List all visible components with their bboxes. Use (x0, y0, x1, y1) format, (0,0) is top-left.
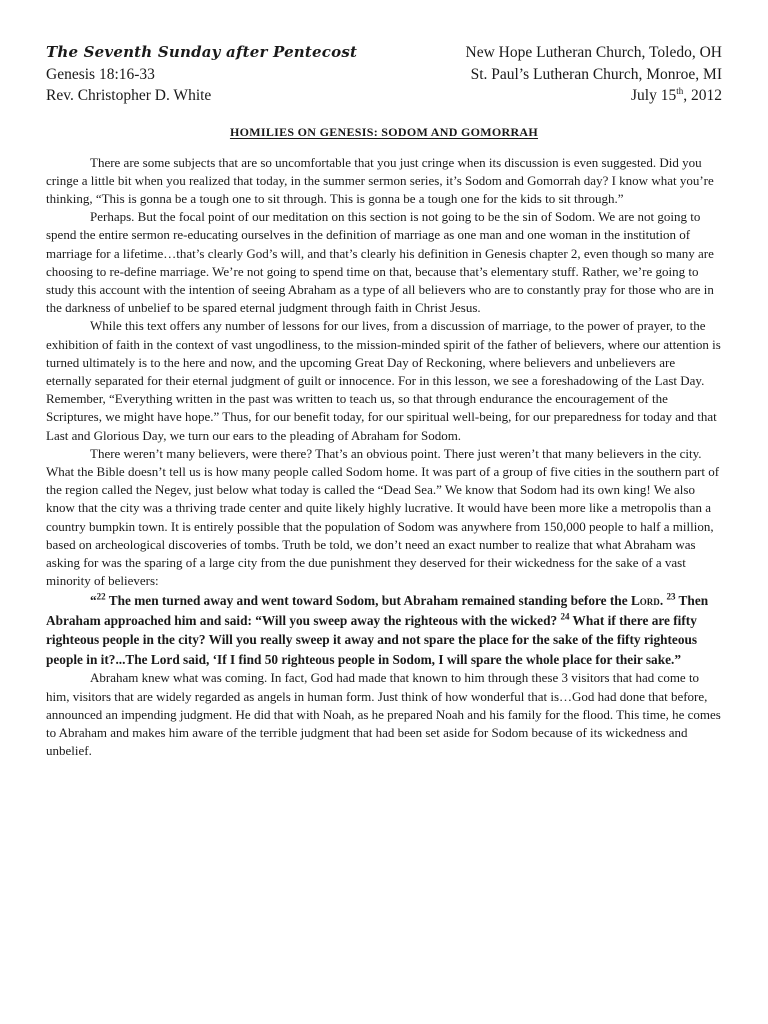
header-row-3 (46, 85, 722, 107)
verse-number: 24 (560, 611, 570, 622)
preacher-name: Rev. Christopher D. White (46, 87, 212, 104)
scripture-reference: Genesis 18:16-33 (46, 65, 155, 83)
scripture-quote (46, 591, 722, 669)
paragraph: There are some subjects that are so uncomfortable that you just cringe when its discussion is even suggested. Did you cringe a little bit when you realized that today, in the summer sermon series, it’s Sodom and Gomorrah day? I know what you’re thinking, “This is gonna be a tough one to sit through. This is gonna be a tough one for the kids to sit through.” (46, 154, 714, 206)
quote-lord: Lord (630, 593, 660, 609)
quote-text: . (659, 593, 667, 609)
church-1: New Hope Lutheran Church, Toledo, OH (465, 44, 722, 61)
date-ordinal: th (676, 85, 684, 96)
paragraph: While this text offers any number of lessons for our lives, from a discussion of marriage, to the power of prayer, to the exhibition of faith in the context of vast ungodliness, to the mission-minded spirit of the father of believers, where our attention is turned ultimately is to the here and now, and the upcoming Great Day of Reckoning, where believers and unbelievers are eternally separated for their eternal judgment of guilt or innocence. For in this lesson, we see a foreshadowing of the Last Day. Remember, “Everything written in the past was written to teach us, so that through endurance the encouragement of the Scriptures, we might have hope.” Thus, for our benefit today, for our spiritual well-being, for our preparedness for today and that Last and Glorious Day, we turn our ears to the pleading of Abraham for Sodom. (46, 318, 721, 443)
date-year: , 2012 (683, 87, 722, 104)
paragraph: Perhaps. But the focal point of our meditation on this section is not going to be the sin of Sodom. We are not going to spend the entire sermon re-educating ourselves in the definition of marriage as one man and one woman in the institution of marriage for a lifetime…that’s clearly God’s will, and that’s clearly his definition in Genesis chapter 2, even though so many are choosing to re-define marriage. We’re not going to spend time on that, because that’s elementary stuff. Rather, we’re going to study this account with the intention of seeing Abraham as a type of all believers who are to constantly pray for those who are in the darkness of unbelief to be spared eternal judgment through faith in Christ Jesus. (46, 209, 714, 316)
paragraph: There weren’t many believers, were there? That’s an obvious point. There just weren’t that many believers in the city. What the Bible doesn’t tell us is how many people called Sodom home. It was part of a group of five cities in the southern part of the region called the Negev, just below what today is called the “Dead Sea.” We know that Sodom had its own king! We also know that the city was a thriving trade center and quite likely highly lucrative. It would have been more like a metropolis than a country bumpkin town. It is entirely possible that the population of Sodom was anywhere from 150,000 people to half a million, based on archeological discoveries of tombs. Truth be told, we don’t need an exact number to realize that what Abraham was asking for was the sparing of a large city from the due punishment they deserved for their wickedness for the sake of a vast minority of believers: (46, 445, 720, 589)
church-2: St. Paul’s Lutheran Church, Monroe, MI (470, 65, 722, 83)
quote-text: The men turned away and went toward Sodom, but Abraham remained standing before the (105, 593, 631, 609)
verse-number: 23 (666, 591, 676, 602)
sermon-title-text: HOMILIES ON GENESIS: SODOM AND GOMORRAH (229, 124, 539, 139)
date-month-day: July 15 (631, 87, 677, 104)
sermon-page (46, 42, 722, 760)
header-row-2 (46, 64, 722, 86)
quote-text: What if there are fifty righteous people in the city? Will you really sweep it away and not spare the place for the sake of the fifty righteous people in it?...The Lord said, ‘If I find 50 righteous people in Sodom, I will spare the whole place for their sake.” (46, 612, 698, 667)
sermon-date (631, 85, 722, 107)
sermon-body (46, 154, 722, 761)
quote-text: Then Abraham approached him and said: “Will you sweep away the righteous with the wicked? (46, 593, 709, 628)
sermon-title (46, 125, 722, 140)
occasion-title: The Seventh Sunday after Pentecost (46, 43, 358, 61)
verse-number: 22 (96, 591, 106, 602)
paragraph: Abraham knew what was coming. In fact, God had made that known to him through these 3 visitors that had come to him, visitors that are widely regarded as angels in human form. Just think of how wonderful that is…God had done that before, announced an impending judgment. He did that with Noah, as he prepared Noah and his family for the flood. This time, he comes to Abraham and makes him aware of the terrible judgment that had been set aside for Sodom because of its wickedness and unbelief. (46, 670, 721, 759)
quote-open-mark: “ (90, 593, 97, 609)
header-row-1 (46, 42, 722, 64)
